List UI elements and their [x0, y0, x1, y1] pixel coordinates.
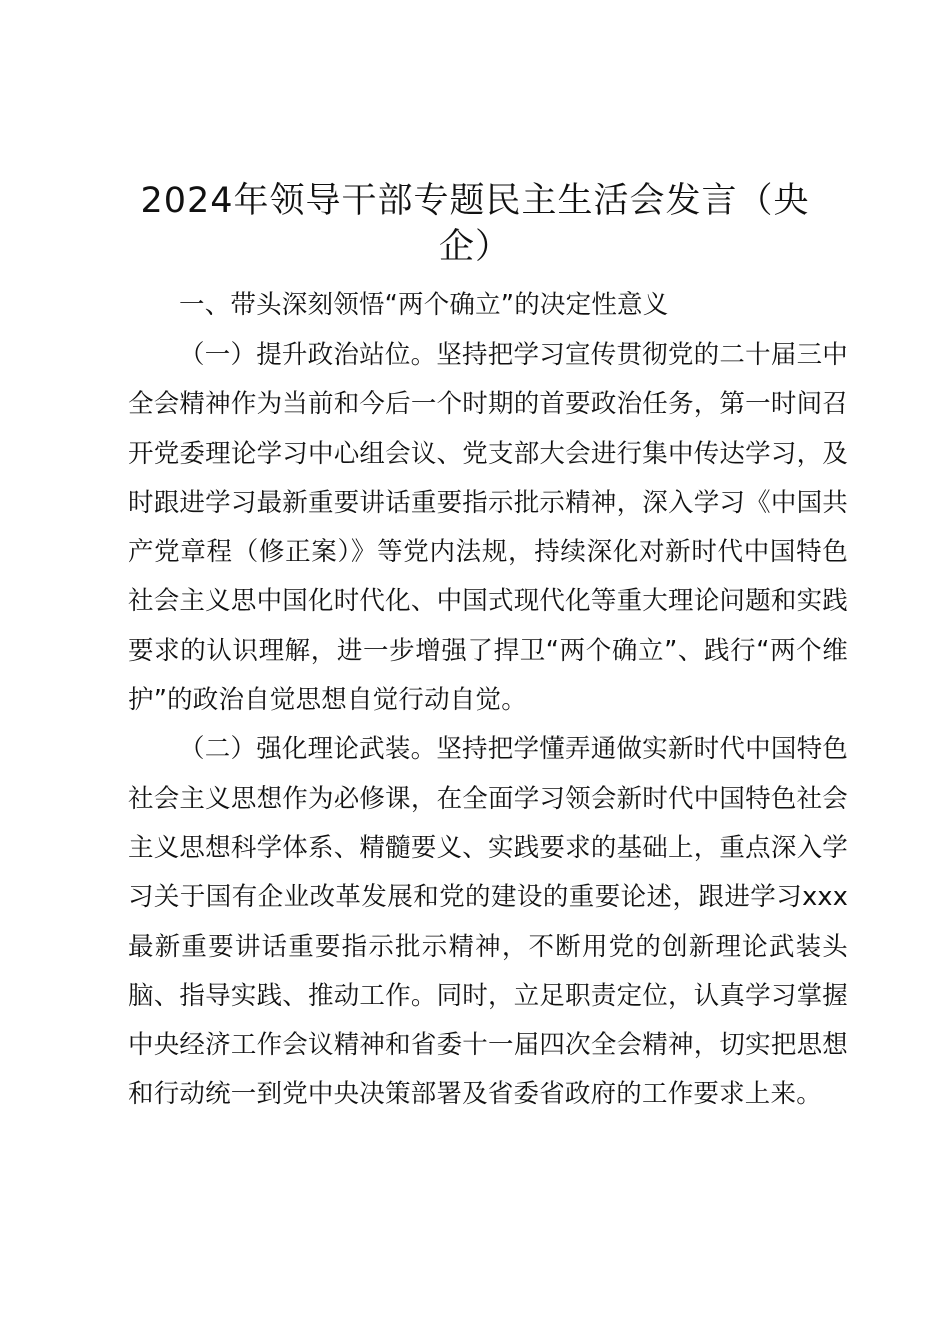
paragraph-2: （二）强化理论武装。坚持把学懂弄通做实新时代中国特色社会主义思想作为必修课，在全面学习领会新时代中国特色社会主义思想科学体系、精髓要义、实践要求的基础上，重点深入学习关于国有企业改革发展和党的建设的重要论述，跟进学习xxx最新重要讲话重要指示批示精神，不断用党的创新理论武装头脑、指导实践、推动工作。同时，立足职责定位，认真学习掌握中央经济工作会议精神和省委十一届四次全会精神，切实把思想和行动统一到党中央决策部署及省委省政府的工作要求上来。 — [128, 734, 848, 1110]
paragraph-1: （一）提升政治站位。坚持把学习宣传贯彻党的二十届三中全会精神作为当前和今后一个时期的首要政治任务，第一时间召开党委理论学习中心组会议、党支部大会进行集中传达学习，及时跟进学习最新重要讲话重要指示批示精神，深入学习《中国共产党章程（修正案）》等党内法规，持续深化对新时代中国特色社会主义思中国化时代化、中国式现代化等重大理论问题和实践要求的认识理解，进一步增强了捍卫“两个确立”、践行“两个维护”的政治自觉思想自觉行动自觉。 — [128, 340, 848, 716]
document-title: 2024年领导干部专题民主生活会发言（央企） — [140, 181, 810, 267]
document-body — [128, 282, 848, 1120]
section-heading: 一、带头深刻领悟“两个确立”的决定性意义 — [179, 290, 669, 320]
